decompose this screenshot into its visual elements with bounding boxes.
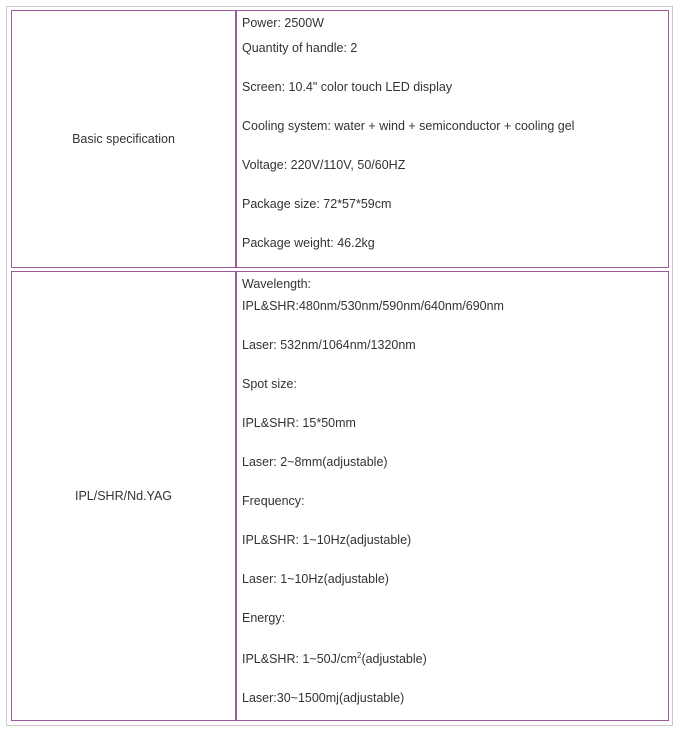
spec-line: Spot size: — [242, 377, 297, 391]
spec-line: Voltage: 220V/110V, 50/60HZ — [242, 158, 406, 172]
spec-line: Laser: 532nm/1064nm/1320nm — [242, 338, 416, 352]
row-label-cell — [11, 271, 236, 721]
spec-line-energy-ipl — [242, 652, 427, 667]
spec-line: Cooling system: water + wind + semiconductor + cooling gel — [242, 119, 575, 133]
row-label: IPL/SHR/Nd.YAG — [74, 489, 173, 503]
spec-table — [6, 6, 673, 726]
spec-line: IPL&SHR:480nm/530nm/590nm/640nm/690nm — [242, 299, 504, 313]
spec-line: Package size: 72*57*59cm — [242, 197, 392, 211]
energy-ipl-suffix: (adjustable) — [361, 652, 427, 666]
spec-line: Package weight: 46.2kg — [242, 236, 375, 250]
row-value-cell — [236, 10, 669, 268]
row-value-cell — [236, 271, 669, 721]
spec-line: Screen: 10.4" color touch LED display — [242, 80, 453, 94]
spec-line: Laser: 1~10Hz(adjustable) — [242, 572, 389, 586]
spec-line: Energy: — [242, 611, 286, 625]
spec-line: Wavelength: — [242, 277, 312, 291]
spec-line: Laser: 2~8mm(adjustable) — [242, 455, 388, 469]
row-label: Basic specification — [72, 132, 175, 146]
table-row-basic — [11, 10, 669, 268]
spec-line: Laser:30~1500mj(adjustable) — [242, 691, 405, 705]
energy-unit-exponent: 2 — [356, 650, 362, 660]
spec-line: Quantity of handle: 2 — [242, 41, 358, 55]
spec-line: Power: 2500W — [242, 16, 324, 30]
energy-ipl-text: IPL&SHR: 1~50J/cm — [242, 652, 357, 666]
table-row-ipl — [11, 271, 669, 721]
spec-line: Frequency: — [242, 494, 305, 508]
spec-line: IPL&SHR: 15*50mm — [242, 416, 356, 430]
row-label-cell — [11, 10, 236, 268]
spec-line: IPL&SHR: 1~10Hz(adjustable) — [242, 533, 412, 547]
